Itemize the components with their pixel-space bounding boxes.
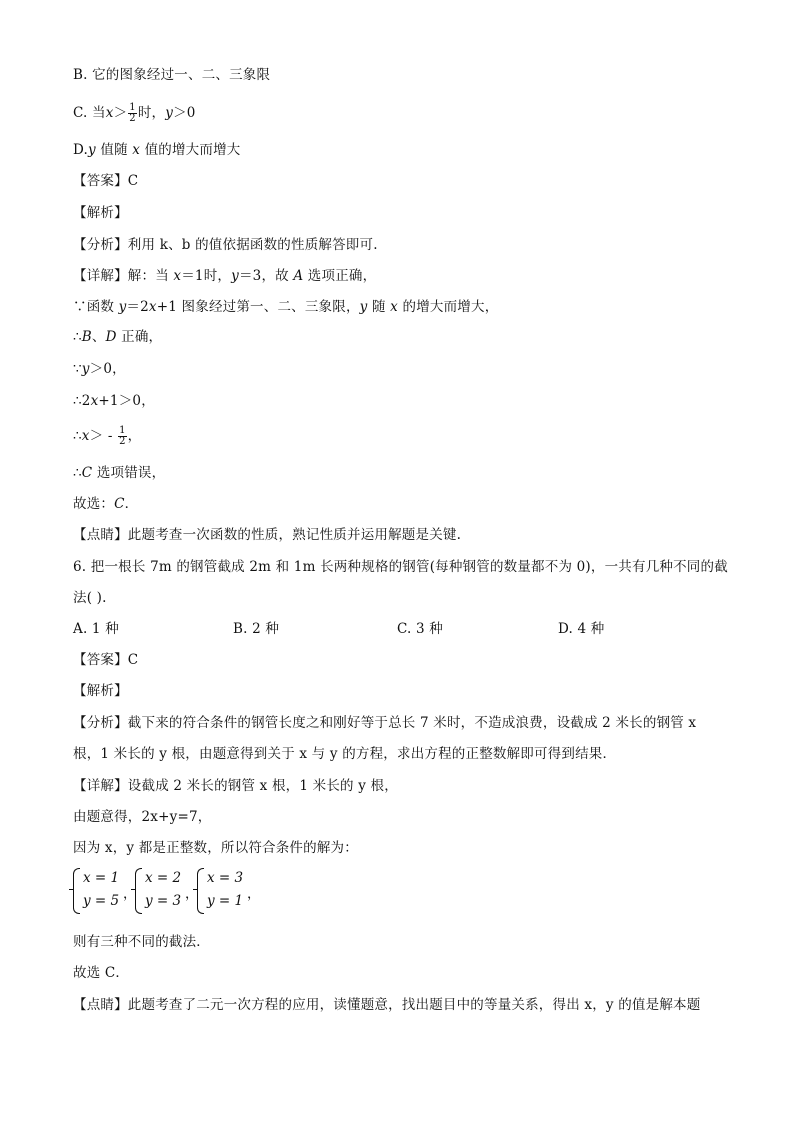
choice-line: 故选 C． [73,965,130,981]
equation-system-2: x = 2 y = 3 ， [135,868,197,914]
analysis-label: 【解析】 [73,205,128,221]
conclusion-line: 则有三种不同的截法． [73,934,210,950]
equation-system-3: x = 3 y = 1 ， [197,868,259,914]
analysis-label-6: 【解析】 [73,683,128,699]
comment-line: 【点睛】此题考查一次函数的性质，熟记性质并运用解题是关键. [73,527,462,543]
detail-line-1: 【详解】解：当 x＝1时，y＝3，故 A 选项正确， [73,268,377,284]
detail-line-5: ∴2x+1＞0， [73,393,155,409]
question-6-options [73,620,713,638]
analysis-text: 【分析】利用 k、b 的值依据函数的性质解答即可. [73,237,378,253]
brace-icon [197,868,204,914]
option-c: C. 3 种 [397,621,444,637]
option-b: B. 2 种 [233,621,280,637]
detail-line-6: ∴x＞ - $\frac{1}{2}$ ， [73,425,142,447]
fraction-half: $\frac{1}{2}$ [119,425,126,447]
detail-6-line-2: 由题意得，2x+y=7， [73,809,212,825]
detail-6-line-1: 【详解】设截成 2 米长的钢管 x 根，1 米长的 y 根， [73,778,398,794]
detail-6-line-3: 因为 x，y 都是正整数，所以符合条件的解为： [73,840,358,856]
answer-label: 【答案】C [73,173,139,189]
detail-line-4: ∵y＞0， [73,361,126,377]
detail-line-7: ∴C 选项错误， [73,465,166,481]
analysis-text-6-b: 根，1 米长的 y 根，由题意得到关于 x 与 y 的方程，求出方程的正整数解即可得到结果． [73,746,617,762]
comment-line-6: 【点睛】此题考查了二元一次方程的应用，读懂题意，找出题目中的等量关系，得出 x，y 的值是解本题 [73,997,701,1013]
answer-label-6: 【答案】C [73,652,139,668]
analysis-text-6-a: 【分析】截下来的符合条件的钢管长度之和刚好等于总长 7 米时，不造成浪费，设截成 2 米长的钢管 x [73,715,697,731]
fraction-half: $\frac{1}{2}$ [129,102,136,124]
question-6-line-1: 6. 把一根长 7m 的钢管截成 2m 和 1m 长两种规格的钢管(每种钢管的数量都不为 0)，一共有几种不同的截 [73,559,728,575]
detail-line-3: ∴B、D 正确， [73,329,163,345]
detail-line-8: 故选：C． [73,496,139,512]
option-c-line: C. 当x＞ $\frac{1}{2}$ 时，y＞0 [73,102,196,124]
detail-line-2: ∵函数 y＝2x+1 图象经过第一、二、三象限，y 随 x 的增大而增大， [73,299,499,315]
brace-icon [73,868,80,914]
question-6-line-2: 法( ). [73,590,107,606]
option-d: D. 4 种 [558,621,605,637]
option-d-line: D.y 值随 x 值的增大而增大 [73,142,241,158]
brace-icon [135,868,142,914]
option-b-line: B. 它的图象经过一、二、三象限 [73,67,271,83]
equation-system-1: x = 1 y = 5 ， [73,868,135,914]
option-a: A. 1 种 [73,621,119,637]
